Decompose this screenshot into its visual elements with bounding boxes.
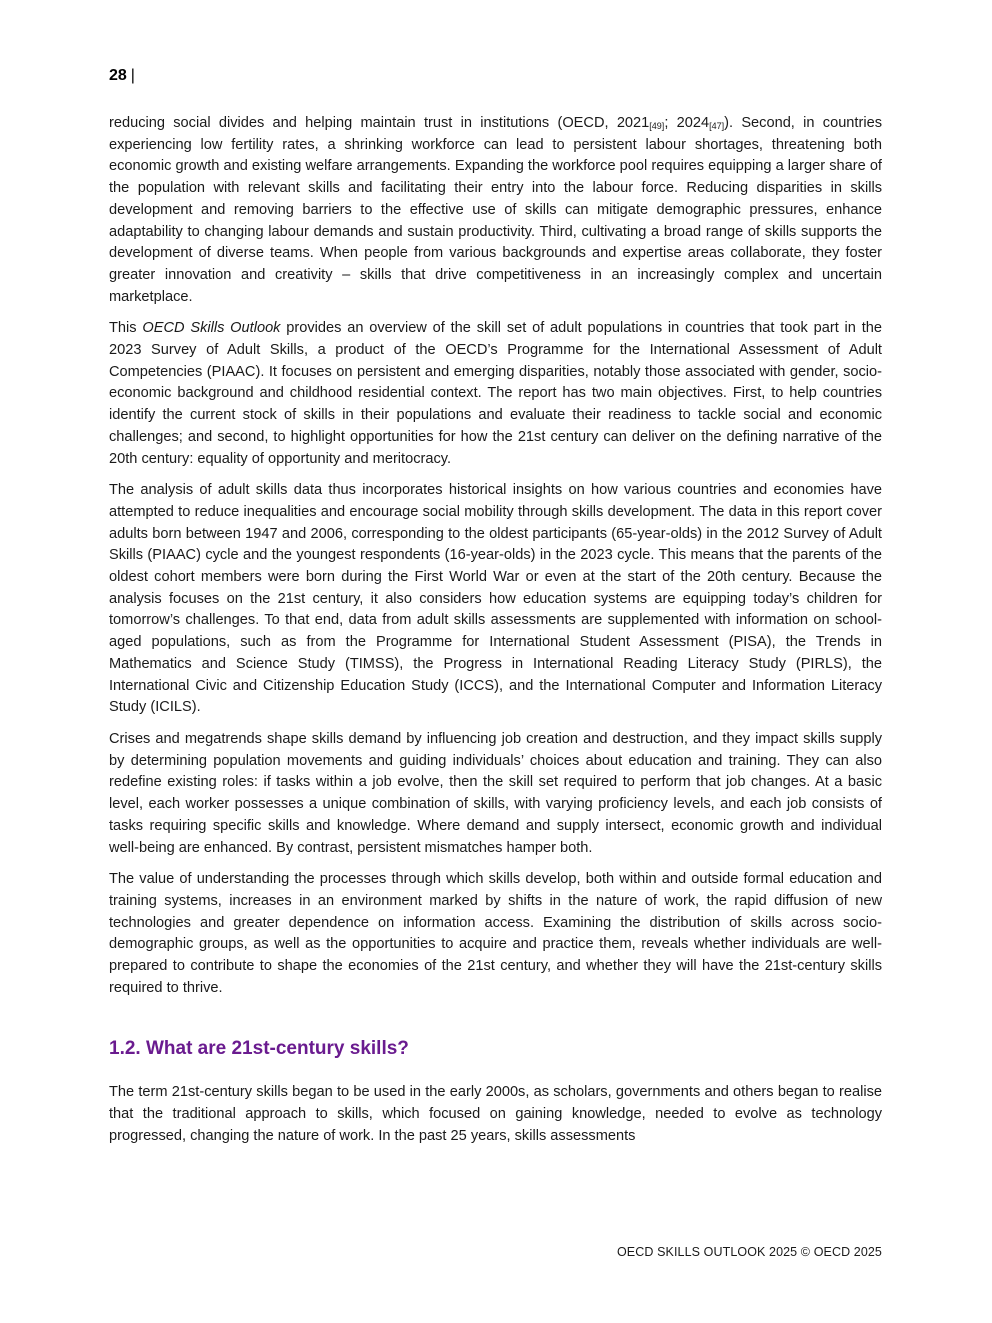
citation-ref-49: [49] — [649, 121, 665, 131]
paragraph-1-part-c: ). Second, in countries experiencing low fertility rates, a shrinking workforce can lead to persistent labour shortages, threatening both economic growth and existing welfare arrangements. Expanding the workforce pool requires equipping a larger share of the population with relevant skills and facilitating their entry into the labour force. Reducing disparities in skills development and removing barriers to the effective use of skills can mitigate demographic pressures, enhance adaptability to changing labour demands and sustain productivity. Third, cultivating a broad range of skills supports the development of diverse teams. When people from various backgrounds and expertise areas collaborate, they foster greater innovation and creativity – skills that drive competitiveness in an increasingly complex and uncertain marketplace. — [109, 115, 882, 305]
paragraph-6: The term 21st-century skills began to be used in the early 2000s, as scholars, governments and others began to realise that the traditional approach to skills, which focused on gaining knowledge, needed to evolve as technology progressed, changing the nature of work. In the past 25 years, skills assessments — [109, 1084, 882, 1144]
page-number — [109, 66, 135, 86]
citation-ref-47: [47] — [709, 121, 725, 131]
section-heading: 1.2. What are 21st-century skills? — [109, 1038, 409, 1060]
paragraph-5: The value of understanding the processes through which skills develop, both within and outside formal education and training systems, increases in an environment marked by shifts in the nature of work, the rapid diffusion of new technologies and greater dependence on information access. Examining the distribution of skills across socio-demographic groups, as well as the opportunities to acquire and practice them, reveals whether individuals are well-prepared to contribute to shape the economies of the 21st century, and whether they will have the 21st-century skills required to thrive. — [109, 871, 882, 996]
paragraph-2-part-a: This — [109, 320, 143, 337]
paragraph-1-part-b: ; 2024 — [664, 115, 710, 131]
paragraph-2 — [109, 318, 882, 470]
paragraph-1-part-a: reducing social divides and helping maintain trust in institutions (OECD, 2021 — [109, 115, 650, 131]
page-number-value: 28 — [109, 67, 127, 84]
main-content — [109, 113, 882, 1158]
paragraph-1 — [109, 113, 882, 308]
paragraph-2-part-b: provides an overview of the skill set of adult populations in countries that took part in the 2023 Survey of Adult Skills, a product of the OECD’s Programme for the International Assessment of Adult Competencies (PIAAC). It focuses on persistent and emerging disparities, notably those associated with gender, socio-economic background and childhood residential context. The report has two main objectives. First, to help countries identify the current stock of skills in their populations and evaluate their readiness to tackle social and economic challenges; and second, to highlight opportunities for how the 21st century can deliver on the defining narrative of the 20th century: equality of opportunity and meritocracy. — [109, 320, 883, 467]
paragraph-4: Crises and megatrends shape skills demand by influencing job creation and destruction, and they impact skills supply by determining population movements and guiding individuals’ choices about education and training. They can also redefine existing roles: if tasks within a job evolve, then the skill set required to perform that job changes. At a basic level, each worker possesses a unique combination of skills, with varying proficiency levels, and each job consists of tasks requiring specific skills and knowledge. Where demand and supply intersect, economic growth and individual well-being are enhanced. By contrast, persistent mismatches hamper both. — [109, 730, 882, 856]
page-footer: OECD SKILLS OUTLOOK 2025 © OECD 2025 — [616, 1245, 882, 1259]
page-number-separator: | — [130, 67, 135, 84]
paragraph-3: The analysis of adult skills data thus incorporates historical insights on how various countries and economies have attempted to reduce inequalities and encourage social mobility through skills development. The data in this report cover adults born between 1947 and 2006, corresponding to the oldest participants (65-year-olds) in the 2012 Survey of Adult Skills (PIAAC) cycle and the youngest respondents (16-year-olds) in the 2023 cycle. This means that the parents of the oldest cohort members were born during the First World War or even at the start of the 20th century. Because the analysis focuses on the 21st century, it also considers how education systems are equipping today’s children for tomorrow’s challenges. To that end, data from adult skills assessments are supplemented with information on school-aged populations, such as from the Programme for International Student Assessment (PISA), the Trends in Mathematics and Science Study (TIMSS), the Progress in International Reading Literacy Study (PIRLS), the International Civic and Citizenship Education Study (ICCS), and the International Computer and Information Literacy Study (ICILS). — [109, 482, 882, 716]
report-title-italic: OECD Skills Outlook — [142, 320, 281, 337]
